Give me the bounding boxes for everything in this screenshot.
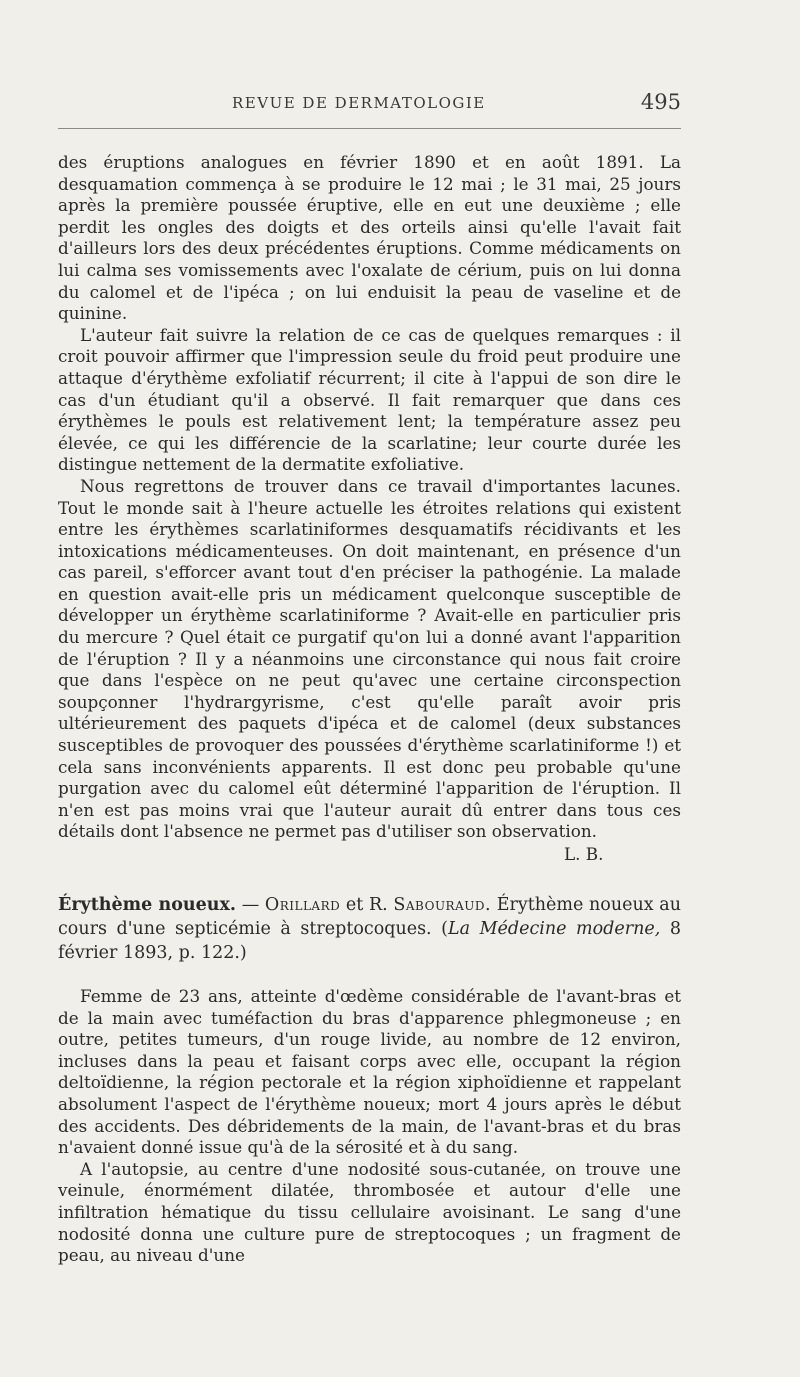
author-conjunction: et R. bbox=[340, 895, 394, 915]
article-paragraph-1: Femme de 23 ans, atteinte d'œdème considérable de l'avant-bras et de la main avec tuméfaction du bras d'apparence phlegmoneuse ; en outre, petites tumeurs, d'un rouge livide, au nombre de 12 environ, incluses dans la peau et faisant corps avec elle, occupant la région deltoïdienne, la région pectorale et la région xiphoïdienne et rappelant absolument l'aspect de l'érythème noueux; mort 4 jours après le début des accidents. Des débridements de la main, de l'avant-bras et du bras n'avaient donné issue qu'à de la sérosité et à du sang. bbox=[58, 986, 681, 1158]
article-paragraph-2: A l'autopsie, au centre d'une nodosité sous-cutanée, on trouve une veinule, énormément dilatée, thrombosée et autour d'elle une infiltration hématique du tissu cellulaire avoisinant. Le sang d'une nodosité donna une culture pure de streptocoques ; un fragment de peau, au niveau d'une bbox=[58, 1158, 681, 1266]
running-header bbox=[58, 88, 681, 118]
header-rule bbox=[58, 128, 681, 129]
review-continuation bbox=[58, 152, 681, 843]
review-signature: L. B. bbox=[564, 844, 604, 864]
author-orillard: Orillard bbox=[264, 895, 341, 915]
paragraph-3: Nous regrettons de trouver dans ce travail d'importantes lacunes. Tout le monde sait à l'heure actuelle les étroites relations qui existent entre les érythèmes scarlatiniformes desquamatifs récidivants et les intoxications médicamenteuses. On doit maintenant, en présence d'un cas pareil, s'efforcer avant tout d'en préciser la pathogénie. La malade en question avait-elle pris un médicament quelconque susceptible de développer un érythème scarlatiniforme ? Avait-elle en particulier pris du mercure ? Quel était ce purgatif qu'on lui a donné avant l'apparition de l'éruption ? Il y a néanmoins une circonstance qui nous fait croire que dans l'espèce on ne peut qu'avec une certaine circonspection soupçonner l'hydrargyrisme, c'est qu'elle paraît avoir pris ultérieurement des paquets d'ipéca et de calomel (deux substances susceptibles de provoquer des poussées d'érythème scarlatiniforme !) et cela sans inconvénients apparents. Il est donc peu probable qu'une purgation avec du calomel eût déterminé l'apparition de l'éruption. Il n'en est pas moins vrai que l'auteur aurait dû entrer dans tous ces détails dont l'absence ne permet pas d'utiliser son observation. bbox=[58, 475, 681, 842]
article-body bbox=[58, 986, 681, 1267]
citation-details: 8 février 1893, p. 122.) bbox=[58, 919, 681, 963]
running-title: REVUE DE DERMATOLOGIE bbox=[232, 94, 486, 112]
paragraph-2: L'auteur fait suivre la relation de ce cas de quelques remarques : il croit pouvoir affirmer que l'impression seule du froid peut produire une attaque d'érythème exfoliatif récurrent; il cite à l'appui de son dire le cas d'un étudiant qu'il a observé. Il fait remarquer que dans ces érythèmes le pouls est relativement lent; la température assez peu élevée, ce qui les différencie de la scarlatine; leur courte durée les distingue nettement de la dermatite exfoliative. bbox=[58, 324, 681, 475]
author-sabouraud: Sabouraud. bbox=[393, 895, 492, 915]
page-number: 495 bbox=[640, 90, 681, 114]
article-heading bbox=[58, 893, 681, 965]
article-title: Érythème noueux. bbox=[58, 895, 237, 915]
journal-name: La Médecine moderne, bbox=[448, 919, 661, 939]
heading-dash: — bbox=[236, 895, 265, 915]
paragraph-1: des éruptions analogues en février 1890 et en août 1891. La desquamation commença à se produire le 12 mai ; le 31 mai, 25 jours après la première poussée éruptive, elle en eut une deuxième ; elle perdit les ongles des doigts et des orteils ainsi qu'elle l'avait fait d'ailleurs lors des deux précédentes éruptions. Comme médicaments on lui calma ses vomissements avec l'oxalate de cérium, puis on lui donna du calomel et de l'ipéca ; on lui enduisit la peau de vaseline et de quinine. bbox=[58, 152, 681, 324]
article-subtitle: Érythème noueux au cours d'une septicémie à streptocoques. ( bbox=[58, 895, 681, 939]
